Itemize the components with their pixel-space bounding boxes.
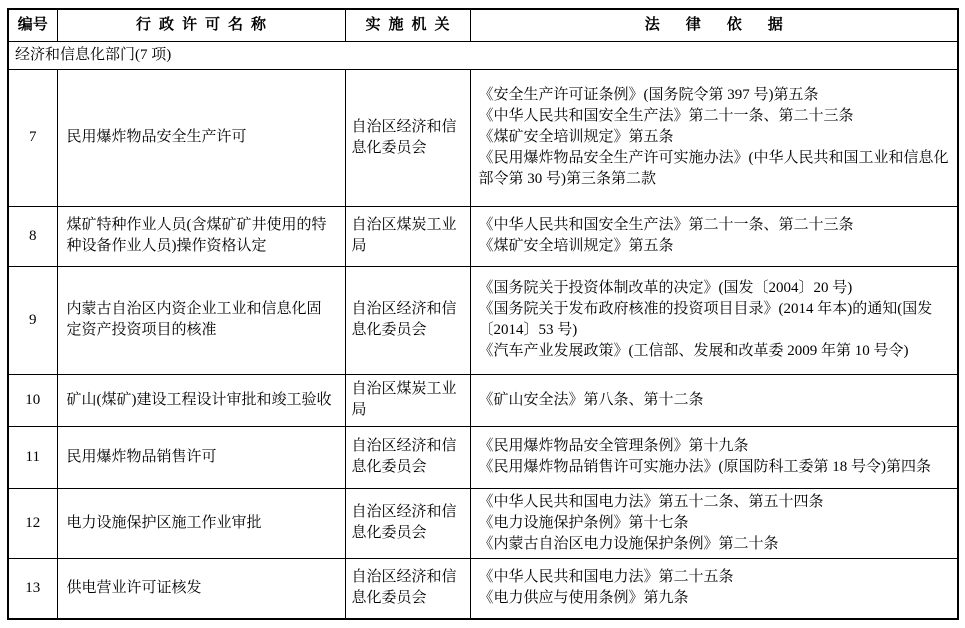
row-number: 8 [8,206,57,266]
legal-basis [470,374,958,426]
legal-basis [470,206,958,266]
table-header [8,9,958,41]
license-table [7,8,959,620]
legal-basis-line: 《内蒙古自治区电力设施保护条例》第二十条 [478,535,779,552]
legal-basis [470,426,958,488]
license-name: 矿山(煤矿)建设工程设计审批和竣工验收 [57,374,345,426]
table-row [8,266,958,374]
legal-basis-line: 《国务院关于发布政府核准的投资项目目录》(2014 年本)的通知(国发〔2014〕53 号) [478,301,933,338]
legal-basis-line: 《汽车产业发展政策》(工信部、发展和改革委 2009 年第 10 号令) [478,343,909,359]
legal-basis-line: 《矿山安全法》第八条、第十二条 [478,391,704,408]
row-number: 9 [8,266,57,374]
license-name: 内蒙古自治区内资企业工业和信息化固定资产投资项目的核准 [57,266,345,374]
header-row [8,9,958,41]
legal-basis [470,558,958,619]
agency: 自治区经济和信息化委员会 [345,266,470,374]
legal-basis-line: 《民用爆炸物品安全生产许可实施办法》(中华人民共和国工业和信息化部令第 30 号)第三条第二款 [478,150,949,187]
section-title: 经济和信息化部门(7 项) [8,41,958,69]
table-row [8,426,958,488]
row-number: 11 [8,426,57,488]
row-number: 13 [8,558,57,619]
agency: 自治区经济和信息化委员会 [345,488,470,558]
table-row [8,206,958,266]
legal-basis-line: 《中华人民共和国安全生产法》第二十一条、第二十三条 [478,217,854,233]
license-name: 供电营业许可证核发 [57,558,345,619]
legal-basis-line: 《中华人民共和国电力法》第五十二条、第五十四条 [478,493,824,510]
legal-basis-line: 《民用爆炸物品销售许可实施办法》(原国防科工委第 18 号令)第四条 [478,459,931,475]
license-name: 煤矿特种作业人员(含煤矿矿井使用的特种设备作业人员)操作资格认定 [57,206,345,266]
license-name: 电力设施保护区施工作业审批 [57,488,345,558]
table-row [8,374,958,426]
legal-basis-line: 《煤矿安全培训规定》第五条 [478,238,674,254]
agency: 自治区经济和信息化委员会 [345,69,470,206]
legal-basis-line: 《中华人民共和国安全生产法》第二十一条、第二十三条 [478,108,854,124]
table-row [8,69,958,206]
row-number: 7 [8,69,57,206]
legal-basis [470,266,958,374]
legal-basis-line: 《电力设施保护条例》第十七条 [478,514,689,531]
header-agency: 实施机关 [345,9,470,41]
license-name: 民用爆炸物品安全生产许可 [57,69,345,206]
legal-basis-line: 《国务院关于投资体制改革的决定》(国发〔2004〕20 号) [478,280,853,296]
agency: 自治区经济和信息化委员会 [345,558,470,619]
table-body [8,41,958,619]
header-number: 编号 [8,9,57,41]
legal-basis-line: 《安全生产许可证条例》(国务院令第 397 号)第五条 [478,87,819,103]
agency: 自治区经济和信息化委员会 [345,426,470,488]
header-license-name: 行政许可名称 [57,9,345,41]
row-number: 12 [8,488,57,558]
table-row [8,488,958,558]
table-row [8,558,958,619]
row-number: 10 [8,374,57,426]
agency: 自治区煤炭工业局 [345,374,470,426]
license-name: 民用爆炸物品销售许可 [57,426,345,488]
section-row [8,41,958,69]
legal-basis-line: 《煤矿安全培训规定》第五条 [478,129,674,145]
legal-basis-line: 《民用爆炸物品安全管理条例》第十九条 [478,438,749,454]
legal-basis [470,69,958,206]
header-legal-basis: 法律依据 [470,9,958,41]
legal-basis [470,488,958,558]
agency: 自治区煤炭工业局 [345,206,470,266]
legal-basis-line: 《电力供应与使用条例》第九条 [478,590,689,607]
legal-basis-line: 《中华人民共和国电力法》第二十五条 [478,569,734,586]
